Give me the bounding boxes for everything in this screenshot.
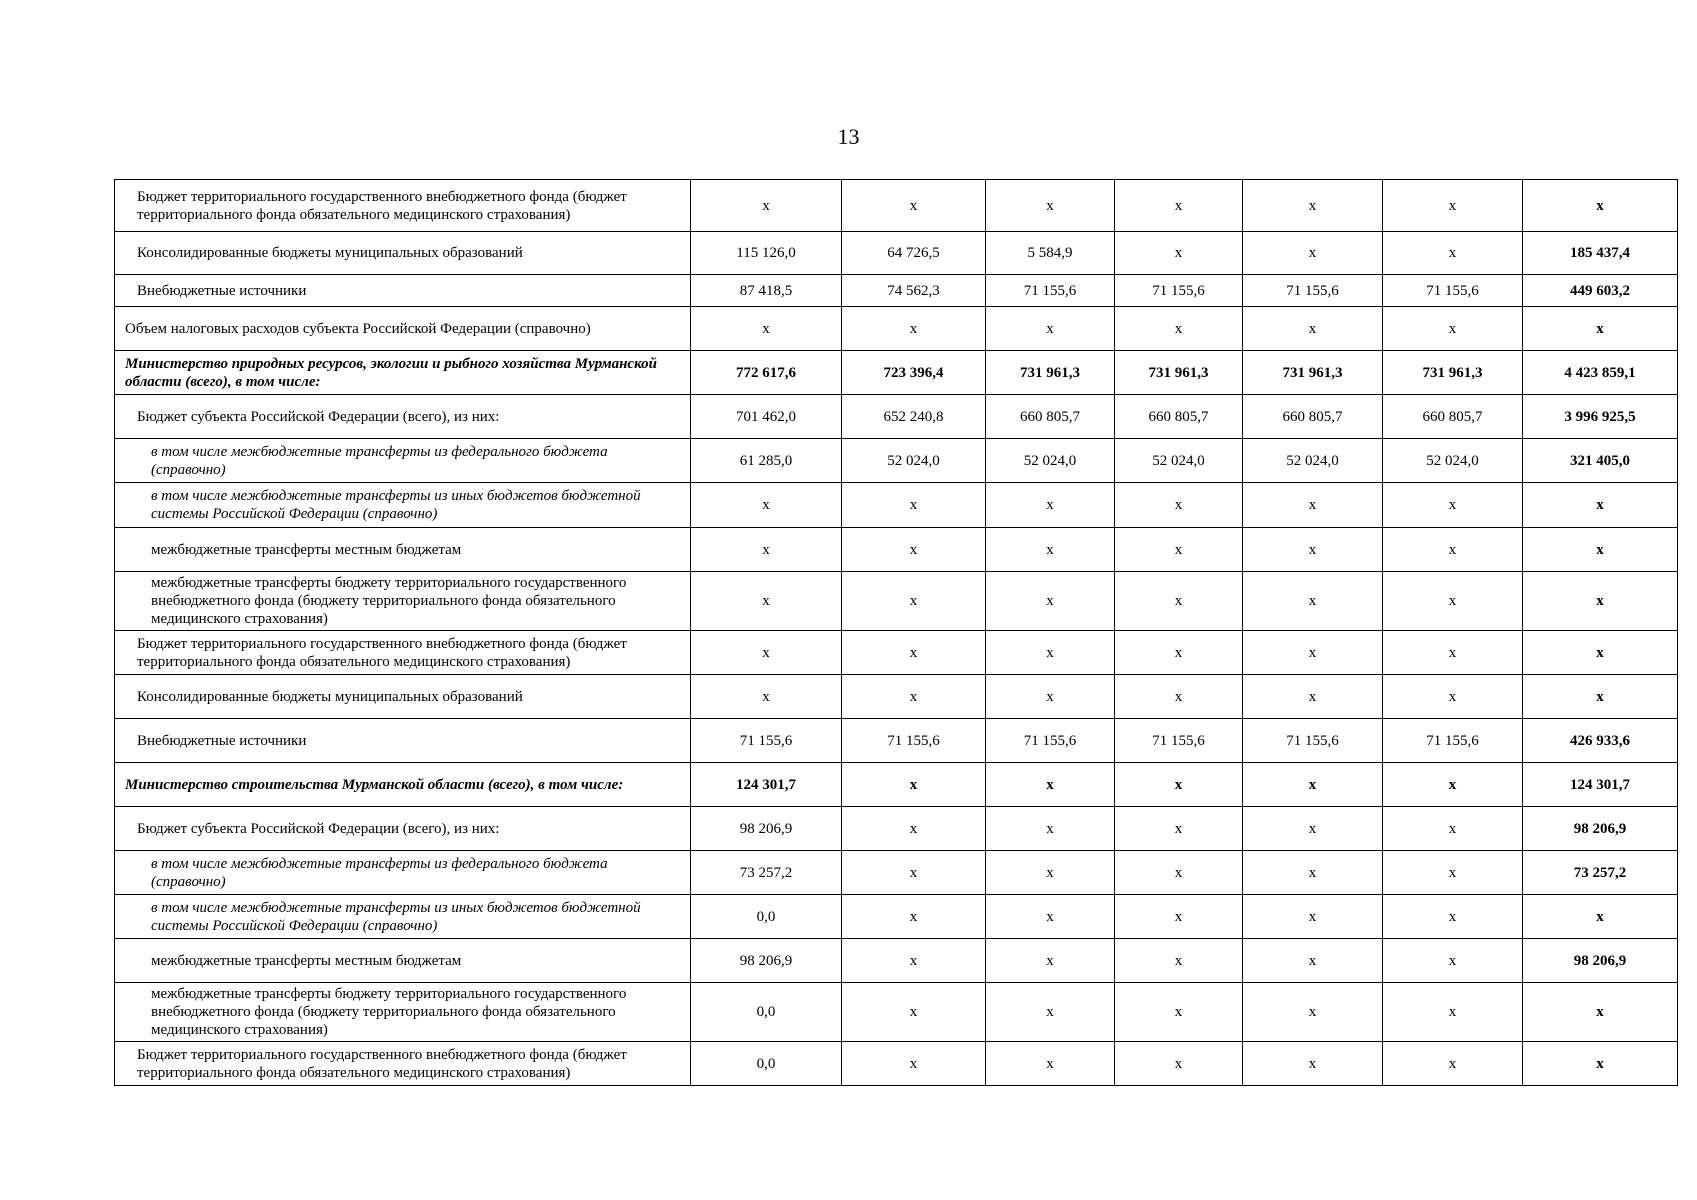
table-row bbox=[115, 572, 1678, 631]
row-value: x bbox=[691, 528, 842, 572]
row-value: 61 285,0 bbox=[691, 439, 842, 483]
table-row bbox=[115, 180, 1678, 232]
row-value: x bbox=[842, 807, 986, 851]
row-value: 71 155,6 bbox=[986, 275, 1115, 307]
table-row bbox=[115, 528, 1678, 572]
row-value: x bbox=[842, 483, 986, 528]
row-label: Консолидированные бюджеты муниципальных образований bbox=[115, 232, 691, 275]
table-row bbox=[115, 719, 1678, 763]
row-value: x bbox=[1243, 631, 1383, 675]
row-value: 71 155,6 bbox=[1115, 275, 1243, 307]
row-total: x bbox=[1523, 675, 1678, 719]
row-value: 0,0 bbox=[691, 1042, 842, 1086]
row-label: Бюджет субъекта Российской Федерации (всего), из них: bbox=[115, 395, 691, 439]
row-value: x bbox=[1383, 528, 1523, 572]
row-value: x bbox=[986, 307, 1115, 351]
row-value: x bbox=[1115, 939, 1243, 983]
row-total: x bbox=[1523, 528, 1678, 572]
row-value: x bbox=[1115, 307, 1243, 351]
row-value: x bbox=[986, 807, 1115, 851]
row-value: x bbox=[1115, 807, 1243, 851]
row-value: 52 024,0 bbox=[1243, 439, 1383, 483]
row-value: 64 726,5 bbox=[842, 232, 986, 275]
row-value: x bbox=[1383, 895, 1523, 939]
table-row bbox=[115, 439, 1678, 483]
row-value: x bbox=[986, 895, 1115, 939]
row-value: 74 562,3 bbox=[842, 275, 986, 307]
row-value: 87 418,5 bbox=[691, 275, 842, 307]
row-value: x bbox=[842, 851, 986, 895]
row-label: Внебюджетные источники bbox=[115, 275, 691, 307]
row-total: 124 301,7 bbox=[1523, 763, 1678, 807]
row-value: x bbox=[842, 895, 986, 939]
row-value: x bbox=[691, 572, 842, 631]
table-row bbox=[115, 232, 1678, 275]
row-value: 731 961,3 bbox=[1115, 351, 1243, 395]
row-total: x bbox=[1523, 180, 1678, 232]
row-total: x bbox=[1523, 483, 1678, 528]
table-row bbox=[115, 939, 1678, 983]
row-value: x bbox=[1115, 675, 1243, 719]
row-value: x bbox=[986, 939, 1115, 983]
row-label: в том числе межбюджетные трансферты из федерального бюджета (справочно) bbox=[115, 439, 691, 483]
row-value: x bbox=[1383, 1042, 1523, 1086]
row-value: x bbox=[1115, 631, 1243, 675]
row-value: 660 805,7 bbox=[986, 395, 1115, 439]
row-value: x bbox=[1115, 1042, 1243, 1086]
table-row bbox=[115, 275, 1678, 307]
table-row bbox=[115, 351, 1678, 395]
row-total: x bbox=[1523, 895, 1678, 939]
row-label: Объем налоговых расходов субъекта Российской Федерации (справочно) bbox=[115, 307, 691, 351]
row-value: x bbox=[842, 528, 986, 572]
table-row bbox=[115, 395, 1678, 439]
row-total: 426 933,6 bbox=[1523, 719, 1678, 763]
row-total: 4 423 859,1 bbox=[1523, 351, 1678, 395]
row-value: 71 155,6 bbox=[842, 719, 986, 763]
row-total: x bbox=[1523, 1042, 1678, 1086]
table-row bbox=[115, 763, 1678, 807]
table-row bbox=[115, 675, 1678, 719]
row-value: x bbox=[1383, 675, 1523, 719]
row-value: x bbox=[1383, 180, 1523, 232]
row-total: 98 206,9 bbox=[1523, 939, 1678, 983]
row-value: 52 024,0 bbox=[1115, 439, 1243, 483]
row-value: 731 961,3 bbox=[1383, 351, 1523, 395]
row-value: x bbox=[986, 528, 1115, 572]
row-value: x bbox=[691, 631, 842, 675]
row-value: 5 584,9 bbox=[986, 232, 1115, 275]
row-value: x bbox=[986, 1042, 1115, 1086]
row-value: 660 805,7 bbox=[1243, 395, 1383, 439]
row-value: x bbox=[1243, 572, 1383, 631]
row-value: x bbox=[986, 851, 1115, 895]
page-number: 13 bbox=[837, 124, 860, 149]
row-label: в том числе межбюджетные трансферты из иных бюджетов бюджетной системы Российской Федерации (справочно) bbox=[115, 483, 691, 528]
row-value: 52 024,0 bbox=[1383, 439, 1523, 483]
row-total: 185 437,4 bbox=[1523, 232, 1678, 275]
row-total: x bbox=[1523, 572, 1678, 631]
row-value: x bbox=[986, 983, 1115, 1042]
row-value: 731 961,3 bbox=[1243, 351, 1383, 395]
row-label: межбюджетные трансферты местным бюджетам bbox=[115, 939, 691, 983]
row-value: x bbox=[1243, 807, 1383, 851]
row-value: 52 024,0 bbox=[842, 439, 986, 483]
row-value: x bbox=[1115, 983, 1243, 1042]
row-value: x bbox=[1243, 895, 1383, 939]
row-value: x bbox=[1115, 232, 1243, 275]
row-label: Внебюджетные источники bbox=[115, 719, 691, 763]
row-total: x bbox=[1523, 307, 1678, 351]
row-value: x bbox=[1383, 572, 1523, 631]
row-value: x bbox=[986, 483, 1115, 528]
row-total: x bbox=[1523, 983, 1678, 1042]
row-value: 772 617,6 bbox=[691, 351, 842, 395]
row-value: 71 155,6 bbox=[691, 719, 842, 763]
row-total: 98 206,9 bbox=[1523, 807, 1678, 851]
row-value: x bbox=[691, 483, 842, 528]
table-row bbox=[115, 807, 1678, 851]
row-value: x bbox=[842, 1042, 986, 1086]
row-value: 731 961,3 bbox=[986, 351, 1115, 395]
row-value: 660 805,7 bbox=[1383, 395, 1523, 439]
row-value: 701 462,0 bbox=[691, 395, 842, 439]
row-value: x bbox=[1243, 763, 1383, 807]
row-value: x bbox=[1243, 939, 1383, 983]
row-label: Консолидированные бюджеты муниципальных образований bbox=[115, 675, 691, 719]
row-value: x bbox=[1115, 763, 1243, 807]
budget-table-body bbox=[115, 180, 1678, 1086]
row-value: x bbox=[1383, 939, 1523, 983]
row-value: x bbox=[986, 631, 1115, 675]
row-label: Министерство природных ресурсов, экологии и рыбного хозяйства Мурманской области (всего), в том числе: bbox=[115, 351, 691, 395]
row-label: межбюджетные трансферты бюджету территориального государственного внебюджетного фонда (бюджету территориального фонда обязательного медицинского страхования) bbox=[115, 572, 691, 631]
row-value: x bbox=[842, 983, 986, 1042]
row-value: 0,0 bbox=[691, 983, 842, 1042]
row-total: 321 405,0 bbox=[1523, 439, 1678, 483]
row-value: x bbox=[1383, 983, 1523, 1042]
row-value: 652 240,8 bbox=[842, 395, 986, 439]
row-label: Бюджет субъекта Российской Федерации (всего), из них: bbox=[115, 807, 691, 851]
table-row bbox=[115, 307, 1678, 351]
row-label: Бюджет территориального государственного внебюджетного фонда (бюджет территориального фонда обязательного медицинского страхования) bbox=[115, 180, 691, 232]
row-value: 0,0 bbox=[691, 895, 842, 939]
row-value: x bbox=[842, 763, 986, 807]
table-row bbox=[115, 983, 1678, 1042]
row-value: x bbox=[1243, 851, 1383, 895]
row-value: x bbox=[1115, 483, 1243, 528]
row-total: 3 996 925,5 bbox=[1523, 395, 1678, 439]
row-value: x bbox=[1383, 763, 1523, 807]
row-value: x bbox=[986, 572, 1115, 631]
row-value: x bbox=[1243, 528, 1383, 572]
row-value: 71 155,6 bbox=[1243, 719, 1383, 763]
row-value: 71 155,6 bbox=[1115, 719, 1243, 763]
row-total: 73 257,2 bbox=[1523, 851, 1678, 895]
row-value: x bbox=[1383, 807, 1523, 851]
row-value: x bbox=[1383, 483, 1523, 528]
row-value: x bbox=[1243, 983, 1383, 1042]
row-value: 98 206,9 bbox=[691, 807, 842, 851]
row-value: x bbox=[691, 180, 842, 232]
row-value: x bbox=[1383, 631, 1523, 675]
row-value: x bbox=[1243, 483, 1383, 528]
row-value: x bbox=[986, 675, 1115, 719]
row-value: x bbox=[1115, 180, 1243, 232]
row-value: 73 257,2 bbox=[691, 851, 842, 895]
row-label: Бюджет территориального государственного внебюджетного фонда (бюджет территориального фонда обязательного медицинского страхования) bbox=[115, 631, 691, 675]
row-total: 449 603,2 bbox=[1523, 275, 1678, 307]
row-value: x bbox=[691, 675, 842, 719]
row-value: x bbox=[1115, 528, 1243, 572]
row-value: 71 155,6 bbox=[1383, 275, 1523, 307]
row-value: 71 155,6 bbox=[1243, 275, 1383, 307]
row-value: x bbox=[1383, 851, 1523, 895]
row-label: межбюджетные трансферты местным бюджетам bbox=[115, 528, 691, 572]
row-value: x bbox=[986, 180, 1115, 232]
row-value: 71 155,6 bbox=[1383, 719, 1523, 763]
row-value: 115 126,0 bbox=[691, 232, 842, 275]
row-value: x bbox=[842, 307, 986, 351]
row-value: x bbox=[842, 675, 986, 719]
row-value: x bbox=[1115, 572, 1243, 631]
row-value: x bbox=[1383, 307, 1523, 351]
row-value: x bbox=[1243, 232, 1383, 275]
row-value: x bbox=[1383, 232, 1523, 275]
table-row bbox=[115, 483, 1678, 528]
table-row bbox=[115, 1042, 1678, 1086]
table-row bbox=[115, 895, 1678, 939]
row-value: x bbox=[842, 572, 986, 631]
row-value: x bbox=[1243, 180, 1383, 232]
row-value: 98 206,9 bbox=[691, 939, 842, 983]
row-label: в том числе межбюджетные трансферты из иных бюджетов бюджетной системы Российской Федерации (справочно) bbox=[115, 895, 691, 939]
row-label: межбюджетные трансферты бюджету территориального государственного внебюджетного фонда (бюджету территориального фонда обязательного медицинского страхования) bbox=[115, 983, 691, 1042]
row-label: Бюджет территориального государственного внебюджетного фонда (бюджет территориального фонда обязательного медицинского страхования) bbox=[115, 1042, 691, 1086]
row-value: x bbox=[842, 631, 986, 675]
row-value: x bbox=[842, 939, 986, 983]
row-label: в том числе межбюджетные трансферты из федерального бюджета (справочно) bbox=[115, 851, 691, 895]
row-value: x bbox=[1243, 675, 1383, 719]
row-label: Министерство строительства Мурманской области (всего), в том числе: bbox=[115, 763, 691, 807]
row-value: x bbox=[1115, 851, 1243, 895]
row-value: 660 805,7 bbox=[1115, 395, 1243, 439]
budget-table bbox=[114, 179, 1678, 1086]
row-value: x bbox=[1243, 1042, 1383, 1086]
row-value: 723 396,4 bbox=[842, 351, 986, 395]
table-row bbox=[115, 631, 1678, 675]
row-value: 124 301,7 bbox=[691, 763, 842, 807]
row-value: x bbox=[691, 307, 842, 351]
row-value: 52 024,0 bbox=[986, 439, 1115, 483]
row-value: x bbox=[1243, 307, 1383, 351]
row-value: x bbox=[1115, 895, 1243, 939]
row-value: 71 155,6 bbox=[986, 719, 1115, 763]
row-total: x bbox=[1523, 631, 1678, 675]
table-row bbox=[115, 851, 1678, 895]
row-value: x bbox=[986, 763, 1115, 807]
row-value: x bbox=[842, 180, 986, 232]
